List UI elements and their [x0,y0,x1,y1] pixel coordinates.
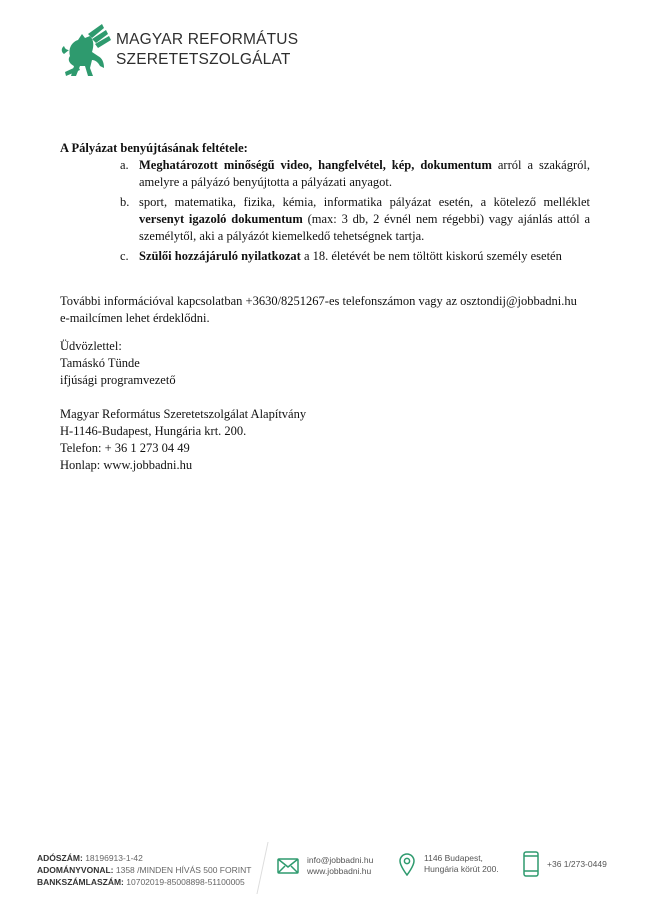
horse-logo-icon [58,22,112,78]
envelope-icon [277,858,299,874]
donation-label: ADOMÁNYVONAL: [37,865,114,875]
list-marker: b. [120,195,130,209]
page-footer [0,838,645,898]
footer-address-line2: Hungária körút 200. [424,864,499,874]
greeting: Üdvözlettel: [60,339,122,353]
financial-info [37,852,251,888]
footer-email [277,855,373,877]
list-marker: c. [120,249,129,263]
org-name-line1: MAGYAR REFORMÁTUS [116,31,299,48]
footer-website-text: www.jobbadni.hu [307,866,372,876]
org-name-line2: SZERETETSZOLGÁLAT [116,51,291,68]
tax-value: 18196913-1-42 [85,853,143,863]
footer-phone-text: +36 1/273-0449 [547,858,607,869]
address-org: Magyar Református Szeretetszolgálat Alapítvány [60,407,307,421]
letter-body [60,140,590,474]
list-marker: a. [120,158,129,172]
address-block [60,406,590,474]
item-bold-text: Meghatározott minőségű video, hangfelvétel, kép, dokumentum [139,158,492,172]
org-name [116,30,298,70]
signature-block [60,338,590,389]
list-item [60,248,590,265]
item-text: sport, matematika, fizika, kémia, informatika pályázat esetén, a kötelező melléklet [139,195,590,209]
item-text: a 18. életévét be nem töltött kiskorú személy esetén [300,249,562,263]
footer-address-line1: 1146 Budapest, [424,853,483,863]
signer-name: Tamáskó Tünde [60,356,140,370]
item-bold-text: Szülői hozzájáruló nyilatkozat [139,249,301,263]
info-paragraph [60,293,590,327]
footer-phone [523,851,607,877]
conditions-heading: A Pályázat benyújtásának feltétele: [60,141,248,155]
bank-value: 10702019-85008898-51100005 [126,877,245,887]
info-line: További információval kapcsolatban +3630/8251267-es telefonszámon vagy az osztondij@jobbadni.hu [60,294,577,308]
location-pin-icon [398,852,416,876]
list-item [60,157,590,191]
donation-value: 1358 /MINDEN HÍVÁS 500 FORINT [115,865,252,875]
footer-divider [256,842,268,894]
address-web: Honlap: www.jobbadni.hu [60,458,193,472]
item-text: (max: 3 db, 2 évnél nem régebbi) vagy ajánlás attól a személytől, aki a pályázót kiemelkedő tehetségnek tartja. [139,212,590,243]
conditions-list [60,157,590,265]
address-phone: Telefon: + 36 1 273 04 49 [60,441,190,455]
item-bold-text: versenyt igazoló dokumentum [139,212,303,226]
address-street: H-1146-Budapest, Hungária krt. 200. [60,424,247,438]
org-logo [58,22,298,78]
footer-address [398,852,499,876]
list-item [60,194,590,245]
item-text: arról a szakágról, amelyre a pályázó benyújtotta a pályázati anyagot. [139,158,590,189]
signer-role: ifjúsági programvezető [60,373,176,387]
footer-email-text: info@jobbadni.hu [307,855,374,865]
bank-label: BANKSZÁMLASZÁM: [37,877,124,887]
tax-label: ADÓSZÁM: [37,853,83,863]
info-line: e-mailcímen lehet érdeklődni. [60,311,210,325]
phone-icon [523,851,539,877]
